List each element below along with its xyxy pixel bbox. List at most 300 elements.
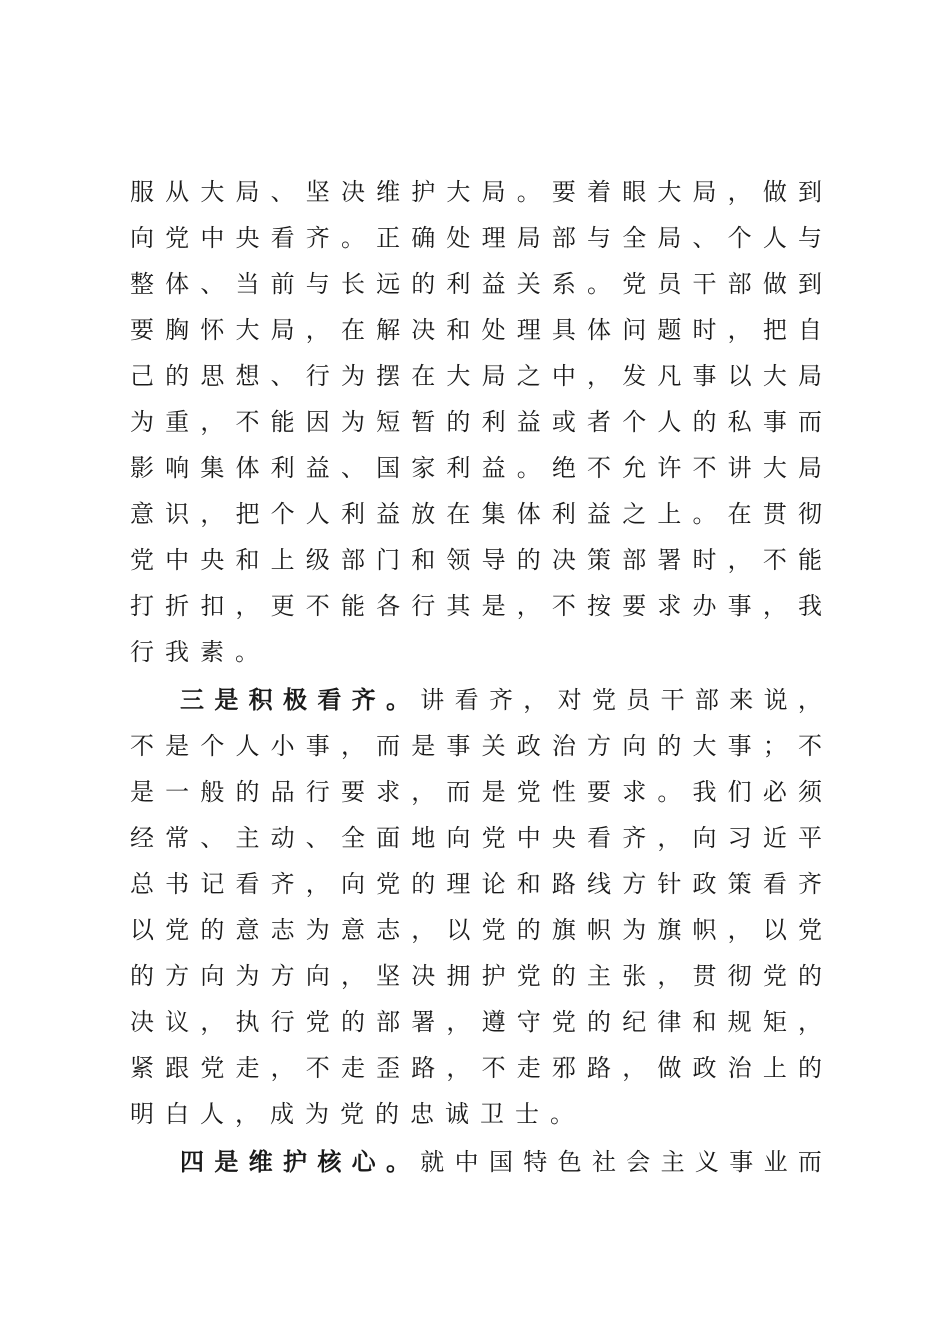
text-character: 利 — [446, 454, 471, 482]
text-character: 到 — [797, 270, 822, 298]
text-line — [130, 818, 822, 858]
text-character: 中 — [454, 1148, 479, 1176]
heading-character: 看 — [317, 685, 342, 714]
heading-character: 三 — [180, 685, 204, 714]
text-character: 胸 — [165, 316, 190, 344]
text-character: 党 — [591, 686, 616, 714]
text-character: ， — [657, 962, 682, 990]
text-character: 凡 — [657, 362, 682, 390]
text-character: 明 — [130, 1100, 154, 1128]
text-character: 以 — [130, 916, 154, 944]
text-character: 为 — [235, 962, 260, 990]
text-character: 党 — [516, 962, 541, 990]
text-character: 中 — [165, 546, 190, 574]
text-character: ， — [305, 316, 330, 344]
text-line — [130, 632, 822, 672]
text-character: 路 — [587, 1054, 612, 1082]
text-character: 志 — [376, 916, 401, 944]
text-character: 策 — [587, 546, 612, 574]
text-character: 求 — [657, 592, 682, 620]
text-character: 遵 — [481, 1008, 506, 1036]
text-character: 远 — [376, 270, 401, 298]
text-character: 利 — [481, 408, 506, 436]
text-character: ， — [587, 362, 612, 390]
text-character: 在 — [340, 316, 365, 344]
text-character: 局 — [657, 224, 682, 252]
text-character: 体 — [165, 270, 190, 298]
text-character: 向 — [692, 824, 717, 852]
text-character: 党 — [762, 962, 787, 990]
text-character: 影 — [130, 454, 154, 482]
text-character: 党 — [305, 1008, 330, 1036]
text-character: 发 — [622, 362, 647, 390]
text-character: 的 — [200, 916, 225, 944]
text-character: 服 — [130, 178, 154, 206]
text-character: 向 — [200, 962, 225, 990]
text-character: 益 — [376, 500, 401, 528]
text-character: 而 — [797, 1148, 822, 1176]
text-character: 针 — [657, 870, 682, 898]
text-character: ， — [200, 500, 225, 528]
heading-character: 积 — [248, 685, 273, 714]
text-character: 利 — [340, 500, 365, 528]
text-character: 就 — [420, 1148, 445, 1176]
text-character: 集 — [481, 500, 506, 528]
text-character: 行 — [305, 778, 330, 806]
text-character: 是 — [411, 732, 436, 760]
text-character: 的 — [516, 916, 541, 944]
text-character: 大 — [692, 732, 717, 760]
text-character: 事 — [762, 408, 787, 436]
text-character: 思 — [200, 362, 225, 390]
text-character: 要 — [551, 178, 576, 206]
text-character: 而 — [446, 778, 471, 806]
text-character: 会 — [626, 1148, 651, 1176]
text-line — [130, 1048, 822, 1088]
text-character: 许 — [657, 454, 682, 482]
text-character: 体 — [587, 316, 612, 344]
text-character: 路 — [551, 870, 576, 898]
text-character: 帜 — [587, 916, 612, 944]
text-character: 关 — [481, 732, 506, 760]
text-character: 为 — [340, 362, 365, 390]
text-character: 、 — [200, 824, 225, 852]
text-character: 人 — [657, 408, 682, 436]
text-character: 书 — [165, 870, 190, 898]
text-character: 执 — [235, 1008, 260, 1036]
text-character: 要 — [622, 592, 647, 620]
text-character: 在 — [446, 500, 471, 528]
text-character: 说 — [763, 686, 788, 714]
text-character: 理 — [481, 224, 506, 252]
text-character: 折 — [165, 592, 190, 620]
text-character: 与 — [587, 224, 612, 252]
text-character: 扣 — [200, 592, 225, 620]
text-character: 走 — [340, 1054, 365, 1082]
text-character: 利 — [446, 270, 471, 298]
text-line — [130, 540, 822, 580]
text-character: ， — [727, 316, 752, 344]
text-character: 齐 — [270, 870, 295, 898]
text-character: 面 — [376, 824, 401, 852]
text-character: 部 — [551, 224, 576, 252]
text-character: 的 — [692, 408, 717, 436]
text-character: 为 — [340, 408, 365, 436]
text-character: 白 — [165, 1100, 189, 1128]
text-character: 决 — [411, 962, 436, 990]
text-character: 决 — [411, 316, 436, 344]
text-character: 是 — [130, 778, 154, 806]
text-character: 个 — [622, 408, 647, 436]
text-character: 平 — [797, 824, 822, 852]
text-character: 自 — [797, 316, 822, 344]
text-character: 事 — [727, 732, 752, 760]
text-character: 律 — [657, 1008, 682, 1036]
text-character: 方 — [270, 962, 295, 990]
text-character: 。 — [516, 178, 541, 206]
text-character: ， — [270, 1054, 295, 1082]
text-character: 局 — [481, 362, 506, 390]
text-character: 意 — [340, 916, 365, 944]
text-character: 部 — [376, 1008, 401, 1036]
heading-character: 核 — [317, 1147, 342, 1176]
text-character: 、 — [270, 362, 295, 390]
text-character: 贯 — [692, 962, 717, 990]
text-character: 政 — [516, 732, 541, 760]
text-character: 线 — [587, 870, 612, 898]
text-character: 益 — [587, 500, 612, 528]
text-character: 其 — [446, 592, 471, 620]
text-line — [130, 356, 822, 396]
text-character: 员 — [657, 270, 682, 298]
text-character: 必 — [762, 778, 787, 806]
text-character: 更 — [270, 592, 295, 620]
text-character: 摆 — [376, 362, 401, 390]
text-character: 把 — [235, 500, 260, 528]
text-character: 和 — [692, 1008, 717, 1036]
text-character: 局 — [797, 454, 822, 482]
text-character: ， — [446, 1008, 471, 1036]
text-character: 党 — [551, 1008, 576, 1036]
text-character: 、 — [305, 824, 330, 852]
text-character: 理 — [446, 870, 471, 898]
text-character: 和 — [411, 546, 436, 574]
text-character: 齐 — [488, 686, 513, 714]
text-character: 论 — [481, 870, 506, 898]
text-character: 为 — [622, 916, 647, 944]
text-character: 央 — [551, 824, 576, 852]
text-character: 向 — [446, 824, 471, 852]
text-character: 而 — [376, 732, 401, 760]
text-character: 的 — [375, 1100, 399, 1128]
text-character: 部 — [727, 270, 752, 298]
text-character: 我 — [692, 778, 717, 806]
text-character: 局 — [797, 362, 822, 390]
text-character: 到 — [797, 178, 822, 206]
text-character: 和 — [235, 546, 260, 574]
text-character: 帜 — [692, 916, 717, 944]
text-character: 全 — [340, 824, 365, 852]
text-character: 。 — [340, 224, 365, 252]
text-character: 我 — [165, 638, 189, 666]
text-character: 在 — [727, 500, 752, 528]
text-character: 来 — [729, 686, 754, 714]
text-character: 事 — [692, 362, 717, 390]
text-character: 怀 — [200, 316, 225, 344]
text-character: ， — [516, 592, 541, 620]
text-character: 前 — [270, 270, 295, 298]
text-character: 正 — [376, 224, 401, 252]
text-character: 习 — [727, 824, 752, 852]
text-character: 题 — [657, 316, 682, 344]
text-character: 利 — [551, 500, 576, 528]
text-character: 看 — [454, 686, 479, 714]
text-character: 色 — [557, 1148, 582, 1176]
text-character: 素 — [200, 638, 224, 666]
text-character: 。 — [235, 638, 259, 666]
text-character: 决 — [551, 546, 576, 574]
text-character: 全 — [622, 224, 647, 252]
text-character: ， — [235, 592, 260, 620]
text-character: 特 — [523, 1148, 548, 1176]
text-character: 党 — [165, 916, 190, 944]
text-character: 以 — [762, 916, 787, 944]
text-character: 求 — [376, 778, 401, 806]
text-character: 品 — [270, 778, 295, 806]
text-character: 党 — [200, 1054, 225, 1082]
text-character: 守 — [516, 1008, 541, 1036]
text-character: 能 — [340, 592, 365, 620]
text-character: 求 — [622, 778, 647, 806]
text-line — [130, 586, 822, 626]
text-character: 决 — [340, 178, 365, 206]
text-character: 主 — [660, 1148, 685, 1176]
text-character: 为 — [305, 1100, 329, 1128]
text-line-with-heading — [180, 680, 822, 720]
text-character: 干 — [660, 686, 685, 714]
text-character: 决 — [130, 1008, 154, 1036]
text-character: 讲 — [420, 686, 445, 714]
text-character: 署 — [657, 546, 682, 574]
text-character: 不 — [551, 592, 576, 620]
text-character: 干 — [692, 270, 717, 298]
text-character: 看 — [762, 870, 787, 898]
text-character: 大 — [446, 178, 471, 206]
text-character: 。 — [692, 500, 717, 528]
text-character: 在 — [411, 362, 436, 390]
text-character: 央 — [235, 224, 260, 252]
text-character: 私 — [727, 408, 752, 436]
text-character: ， — [523, 686, 548, 714]
text-character: 旗 — [551, 916, 576, 944]
text-line — [130, 1094, 822, 1134]
text-character: 中 — [516, 824, 541, 852]
text-character: 长 — [340, 270, 365, 298]
text-character: 路 — [411, 1054, 436, 1082]
text-character: ， — [411, 916, 436, 944]
text-character: 问 — [622, 316, 647, 344]
text-character: 事 — [727, 592, 752, 620]
text-character: 为 — [130, 408, 154, 436]
text-character: 的 — [516, 546, 541, 574]
text-character: 的 — [587, 1008, 612, 1036]
heading-character: 护 — [282, 1147, 307, 1176]
text-character: 与 — [797, 224, 822, 252]
text-character: 部 — [622, 546, 647, 574]
text-character: 益 — [481, 454, 506, 482]
heading-character: 极 — [282, 685, 307, 714]
text-character: 向 — [622, 732, 647, 760]
text-character: 个 — [727, 224, 752, 252]
text-character: 局 — [270, 316, 295, 344]
text-character: 党 — [481, 916, 506, 944]
text-character: ， — [340, 962, 365, 990]
text-character: 局 — [516, 224, 541, 252]
text-character: ， — [727, 178, 752, 206]
text-character: 局 — [235, 178, 260, 206]
text-character: 的 — [130, 962, 154, 990]
text-character: 、 — [340, 454, 365, 482]
text-character: 己 — [130, 362, 154, 390]
text-character: 人 — [235, 732, 260, 760]
text-line — [130, 772, 822, 812]
text-character: 益 — [516, 408, 541, 436]
text-character: 地 — [411, 824, 436, 852]
text-character: 忠 — [410, 1100, 434, 1128]
heading-character: 齐 — [351, 685, 376, 714]
text-character: 员 — [626, 686, 651, 714]
text-character: 党 — [622, 270, 647, 298]
text-character: 署 — [411, 1008, 436, 1036]
text-character: 小 — [270, 732, 295, 760]
text-character: 上 — [762, 1054, 787, 1082]
text-character: 的 — [411, 270, 436, 298]
text-line — [130, 310, 822, 350]
text-character: 坚 — [305, 178, 330, 206]
text-character: 彻 — [727, 962, 752, 990]
text-character: 时 — [692, 316, 717, 344]
text-character: 从 — [165, 178, 190, 206]
text-character: 以 — [446, 916, 471, 944]
text-character: 经 — [130, 824, 154, 852]
text-character: 主 — [587, 962, 612, 990]
text-character: 识 — [165, 500, 190, 528]
text-character: 部 — [694, 686, 719, 714]
text-character: 和 — [516, 870, 541, 898]
text-character: 以 — [727, 362, 752, 390]
text-character: 不 — [692, 454, 717, 482]
heading-character: 。 — [385, 1147, 410, 1176]
text-character: 士 — [515, 1100, 539, 1128]
text-character: 社 — [591, 1148, 616, 1176]
text-character: 行 — [305, 362, 330, 390]
text-character: 纪 — [622, 1008, 647, 1036]
text-character: 的 — [551, 962, 576, 990]
text-character: 齐 — [797, 870, 822, 898]
text-character: 益 — [481, 270, 506, 298]
text-character: 按 — [587, 592, 612, 620]
text-character: 关 — [516, 270, 541, 298]
text-character: 或 — [551, 408, 576, 436]
text-character: 导 — [481, 546, 506, 574]
text-character: 党 — [376, 870, 401, 898]
text-character: 之 — [516, 362, 541, 390]
text-character: 策 — [727, 870, 752, 898]
text-character: 须 — [797, 778, 822, 806]
text-character: 和 — [446, 316, 471, 344]
text-character: 意 — [235, 916, 260, 944]
text-character: 中 — [551, 362, 576, 390]
heading-character: 。 — [385, 685, 410, 714]
text-character: ， — [797, 1008, 822, 1036]
text-character: 不 — [305, 592, 330, 620]
text-character: 我 — [797, 592, 822, 620]
text-character: 部 — [340, 546, 365, 574]
text-character: ， — [340, 732, 365, 760]
text-character: 党 — [165, 224, 190, 252]
text-character: 利 — [270, 454, 295, 482]
text-character: 中 — [200, 224, 225, 252]
text-character: 护 — [411, 178, 436, 206]
text-character: 主 — [235, 824, 260, 852]
text-character: 对 — [557, 686, 582, 714]
text-character: 跟 — [165, 1054, 190, 1082]
text-character: 的 — [411, 870, 436, 898]
text-character: 是 — [481, 592, 506, 620]
text-character: 体 — [516, 500, 541, 528]
text-character: 不 — [481, 1054, 506, 1082]
text-character: 不 — [762, 546, 787, 574]
text-character: 国 — [488, 1148, 513, 1176]
text-character: ， — [727, 546, 752, 574]
text-character: 志 — [270, 916, 295, 944]
text-character: 的 — [657, 732, 682, 760]
text-character: 放 — [411, 500, 436, 528]
text-character: 的 — [797, 1054, 822, 1082]
text-character: 业 — [763, 1148, 788, 1176]
text-line — [130, 956, 822, 996]
text-character: 的 — [165, 362, 190, 390]
text-character: 允 — [622, 454, 647, 482]
text-character: 人 — [762, 224, 787, 252]
text-character: 人 — [305, 500, 330, 528]
text-character: 走 — [516, 1054, 541, 1082]
text-character: 上 — [657, 500, 682, 528]
text-character: 邪 — [551, 1054, 576, 1082]
text-character: ， — [797, 686, 822, 714]
text-character: 而 — [797, 408, 822, 436]
text-character: 紧 — [130, 1054, 154, 1082]
text-character: 、 — [270, 178, 295, 206]
text-character: 人 — [200, 1100, 224, 1128]
text-character: 事 — [729, 1148, 754, 1176]
text-character: 不 — [305, 1054, 330, 1082]
text-character: 们 — [727, 778, 752, 806]
text-character: 为 — [305, 916, 330, 944]
text-character: 着 — [587, 178, 612, 206]
text-line-with-heading — [180, 1142, 822, 1182]
text-line — [130, 864, 822, 904]
text-character: 诚 — [445, 1100, 469, 1128]
text-character: 想 — [235, 362, 260, 390]
text-character: 不 — [235, 408, 260, 436]
text-character: 常 — [165, 824, 190, 852]
text-character: ， — [411, 778, 436, 806]
text-character: 彻 — [797, 500, 822, 528]
text-character: ， — [200, 408, 225, 436]
text-character: 方 — [587, 732, 612, 760]
text-character: 大 — [446, 362, 471, 390]
